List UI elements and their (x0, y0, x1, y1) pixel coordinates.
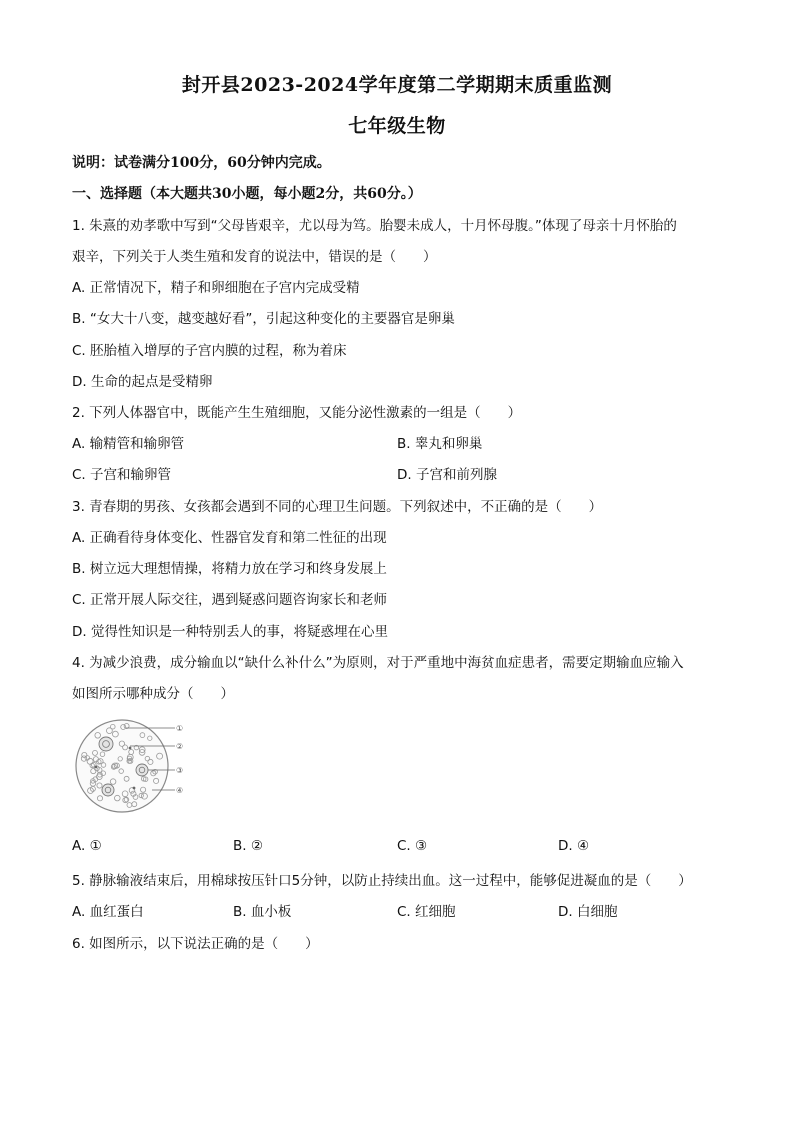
q2-option-c: C. 子宫和输卵管 (72, 467, 172, 483)
q1-option-d: D. 生命的起点是受精卵 (72, 374, 213, 390)
figure-label-3: ③ (176, 766, 184, 775)
q2-option-a: A. 输精管和输卵管 (72, 436, 185, 452)
q4-option-d: D. ④ (558, 838, 590, 854)
q3-stem: 3. 青春期的男孩、女孩都会遇到不同的心理卫生问题。下列叙述中，不正确的是（ ） (72, 499, 603, 515)
white-cell-3 (102, 784, 114, 796)
q6-stem: 6. 如图所示，以下说法正确的是（ ） (72, 936, 319, 952)
exam-note: 说明：试卷满分100分，60分钟内完成。 (72, 155, 331, 171)
q2-option-b: B. 睾丸和卵巢 (397, 436, 483, 452)
exam-title: 封开县2023-2024学年度第二学期期末质重监测 (181, 74, 613, 96)
q1-option-a: A. 正常情况下，精子和卵细胞在子宫内完成受精 (72, 280, 360, 296)
q5-option-b: B. 血小板 (233, 904, 292, 920)
q5-stem: 5. 静脉输液结束后，用棉球按压针口5分钟，以防止持续出血。这一过程中，能够促进凝血的是（ ） (72, 873, 692, 889)
q4-stem-line2: 如图所示哪种成分（ ） (72, 686, 234, 702)
q5-option-c: C. 红细胞 (397, 904, 456, 920)
q4-stem-line1: 4. 为减少浪费，成分输血以“缺什么补什么”为原则，对于严重地中海贫血症患者，需要定期输血应输入 (72, 655, 684, 671)
blood-smear-figure (72, 712, 194, 820)
figure-label-4: ④ (176, 786, 184, 795)
q4-option-a: A. ① (72, 838, 102, 854)
white-cell-1 (99, 737, 113, 751)
q1-option-c: C. 胚胎植入增厚的子宫内膜的过程，称为着床 (72, 343, 347, 359)
section-heading: 一、选择题（本大题共30小题，每小题2分，共60分。） (72, 186, 422, 202)
q2-stem: 2. 下列人体器官中，既能产生生殖细胞，又能分泌性激素的一组是（ ） (72, 405, 522, 421)
q1-stem-line1: 1. 朱熹的劝孝歌中写到“父母皆艰辛，尤以母为笃。胎婴未成人，十月怀母腹。”体现了母亲十月怀胎的 (72, 218, 677, 234)
q5-option-d: D. 白细胞 (558, 904, 618, 920)
q1-option-b: B. “女大十八变，越变越好看”，引起这种变化的主要器官是卵巢 (72, 311, 455, 327)
q3-option-d: D. 觉得性知识是一种特别丢人的事，将疑惑埋在心里 (72, 624, 388, 640)
q4-option-b: B. ② (233, 838, 263, 854)
q2-option-d: D. 子宫和前列腺 (397, 467, 497, 483)
figure-label-1: ① (176, 724, 184, 733)
q5-option-a: A. 血红蛋白 (72, 904, 144, 920)
q3-option-a: A. 正确看待身体变化、性器官发育和第二性征的出现 (72, 530, 387, 546)
white-cell-2 (136, 764, 148, 776)
figure-label-2: ② (176, 742, 184, 751)
q1-stem-line2: 艰辛，下列关于人类生殖和发育的说法中，错误的是（ ） (72, 249, 437, 265)
exam-subtitle: 七年级生物 (348, 115, 446, 137)
q3-option-c: C. 正常开展人际交往，遇到疑惑问题咨询家长和老师 (72, 592, 388, 608)
q3-option-b: B. 树立远大理想情操，将精力放在学习和终身发展上 (72, 561, 387, 577)
q4-option-c: C. ③ (397, 838, 428, 854)
